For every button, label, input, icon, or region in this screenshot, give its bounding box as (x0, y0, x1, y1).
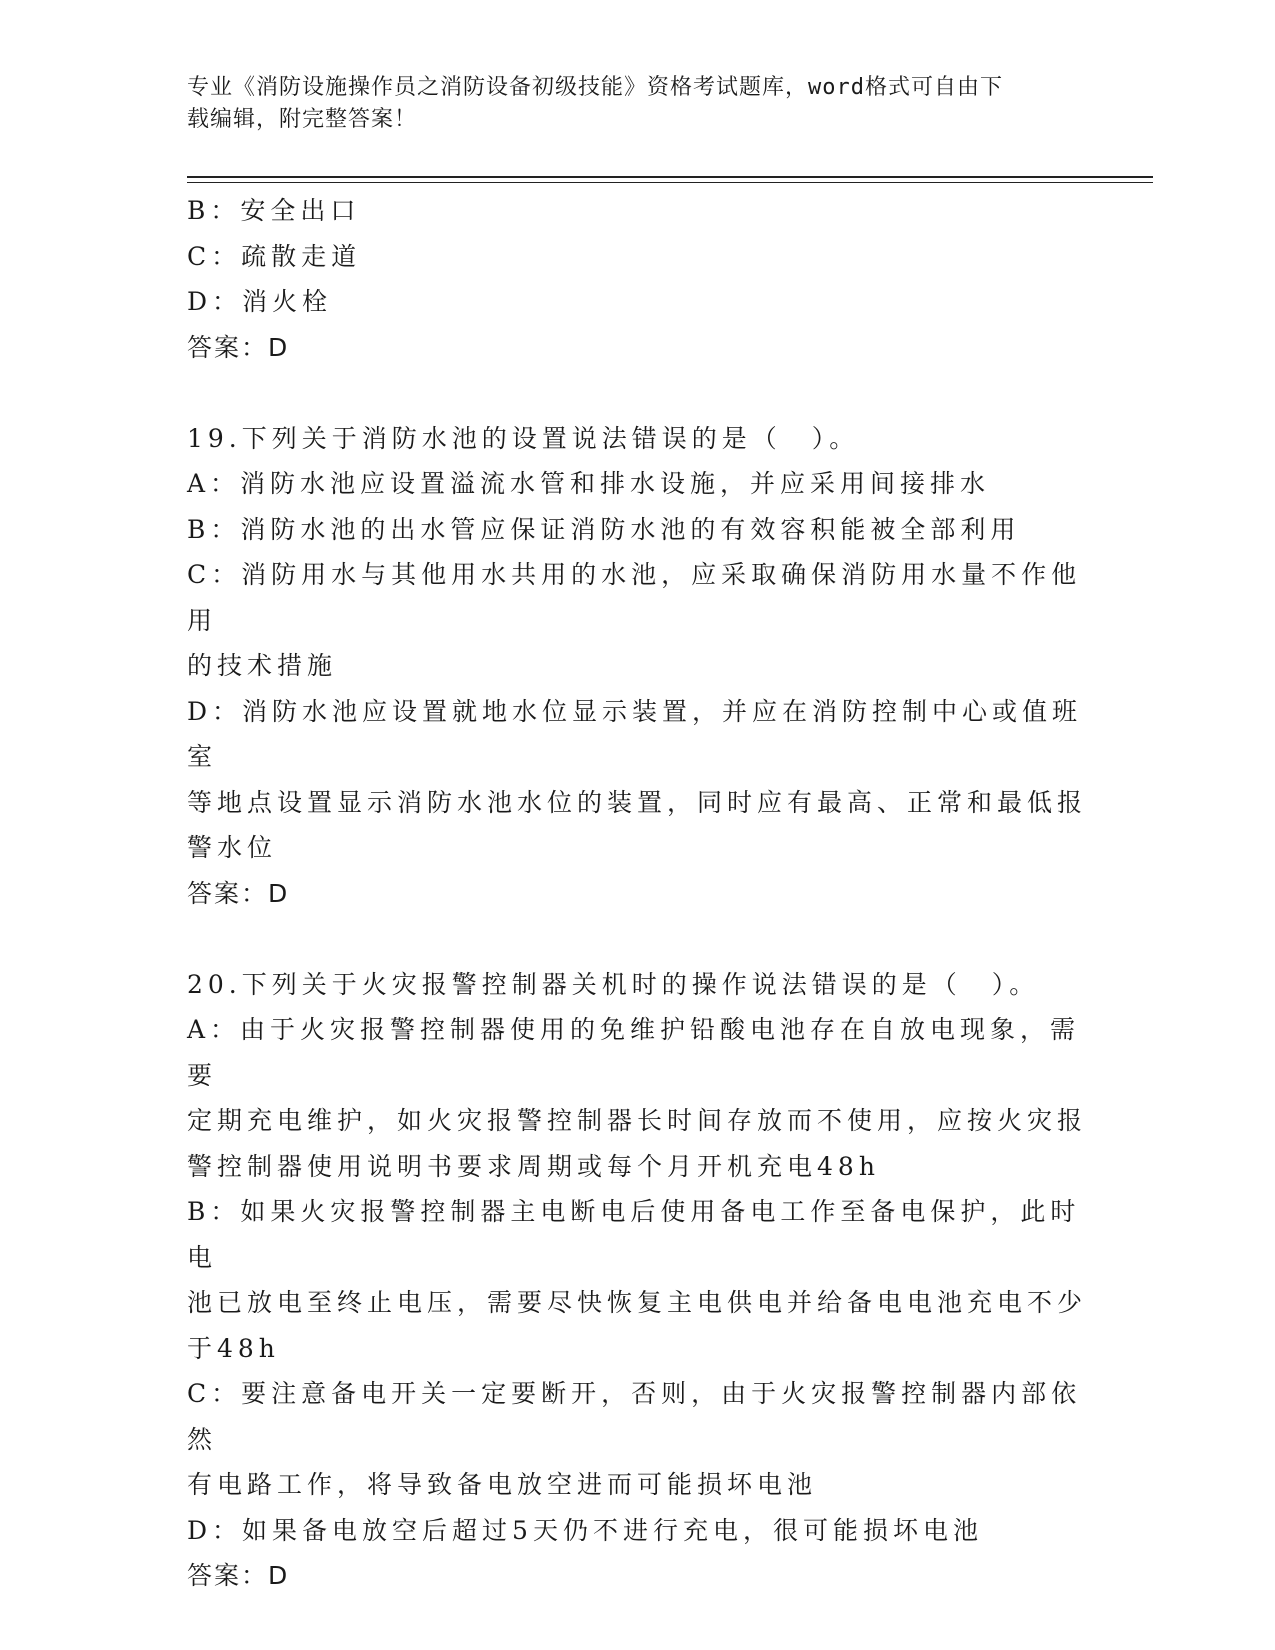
option-a-line-2: 定期充电维护，如火灾报警控制器长时间存放而不使用，应按火灾报 (187, 1106, 1088, 1135)
answer: 答案：D (187, 332, 290, 362)
option-b-line-1: B：如果火灾报警控制器主电断电后使用备电工作至备电保护，此时电 (187, 1197, 1081, 1272)
spacer (187, 370, 1087, 416)
option-d: D：消火栓 (187, 287, 333, 316)
header-rule-thick (187, 176, 1153, 178)
header-line-1: 专业《消防设施操作员之消防设备初级技能》资格考试题库，word格式可自由下 (187, 75, 1003, 100)
question-stem: 19.下列关于消防水池的设置说法错误的是（ ）。 (187, 423, 860, 453)
question-19-block (187, 416, 1087, 917)
option-b: B：安全出口 (187, 196, 361, 225)
option-d-line-1: D：消防水池应设置就地水位显示装置，并应在消防控制中心或值班室 (187, 696, 1083, 771)
option-c-line-2: 有电路工作，将导致备电放空进而可能损坏电池 (187, 1470, 818, 1499)
option-c-line-2: 的技术措施 (187, 651, 338, 680)
option-b-line-2: 池已放电至终止电压，需要尽快恢复主电供电并给备电电池充电不少 (187, 1288, 1088, 1317)
header-line-2: 载编辑，附完整答案！ (187, 107, 418, 132)
option-c-line-1: C：要注意备电开关一定要断开，否则，由于火灾报警控制器内部依然 (187, 1379, 1082, 1454)
answer: 答案：D (187, 1561, 290, 1590)
spacer (187, 916, 1087, 962)
prev-question-block (187, 188, 1087, 370)
option-d-line-2: 等地点设置显示消防水池水位的装置，同时应有最高、正常和最低报 (187, 787, 1088, 817)
option-d-line-3: 警水位 (187, 833, 278, 862)
option-a-line-3: 警控制器使用说明书要求周期或每个月开机充电48h (187, 1151, 880, 1181)
header-rule-thin (187, 182, 1153, 183)
option-c: C：疏散走道 (187, 241, 362, 271)
option-b: B：消防水池的出水管应保证消防水池的有效容积能被全部利用 (187, 514, 1021, 544)
option-b-line-3: 于48h (187, 1333, 280, 1363)
answer: 答案：D (187, 878, 290, 908)
document-body (187, 188, 1087, 1599)
question-stem: 20.下列关于火灾报警控制器关机时的操作说法错误的是（ ）。 (187, 969, 1040, 999)
option-c-line-1: C：消防用水与其他用水共用的水池，应采取确保消防用水量不作他用 (187, 560, 1082, 635)
option-a: A：消防水池应设置溢流水管和排水设施，并应采用间接排水 (187, 469, 991, 498)
question-20-block (187, 962, 1087, 1599)
option-a-line-1: A：由于火灾报警控制器使用的免维护铅酸电池存在自放电现象，需要 (187, 1015, 1081, 1090)
option-d: D：如果备电放空后超过5天仍不进行充电，很可能损坏电池 (187, 1515, 983, 1545)
page-header (187, 72, 1067, 136)
